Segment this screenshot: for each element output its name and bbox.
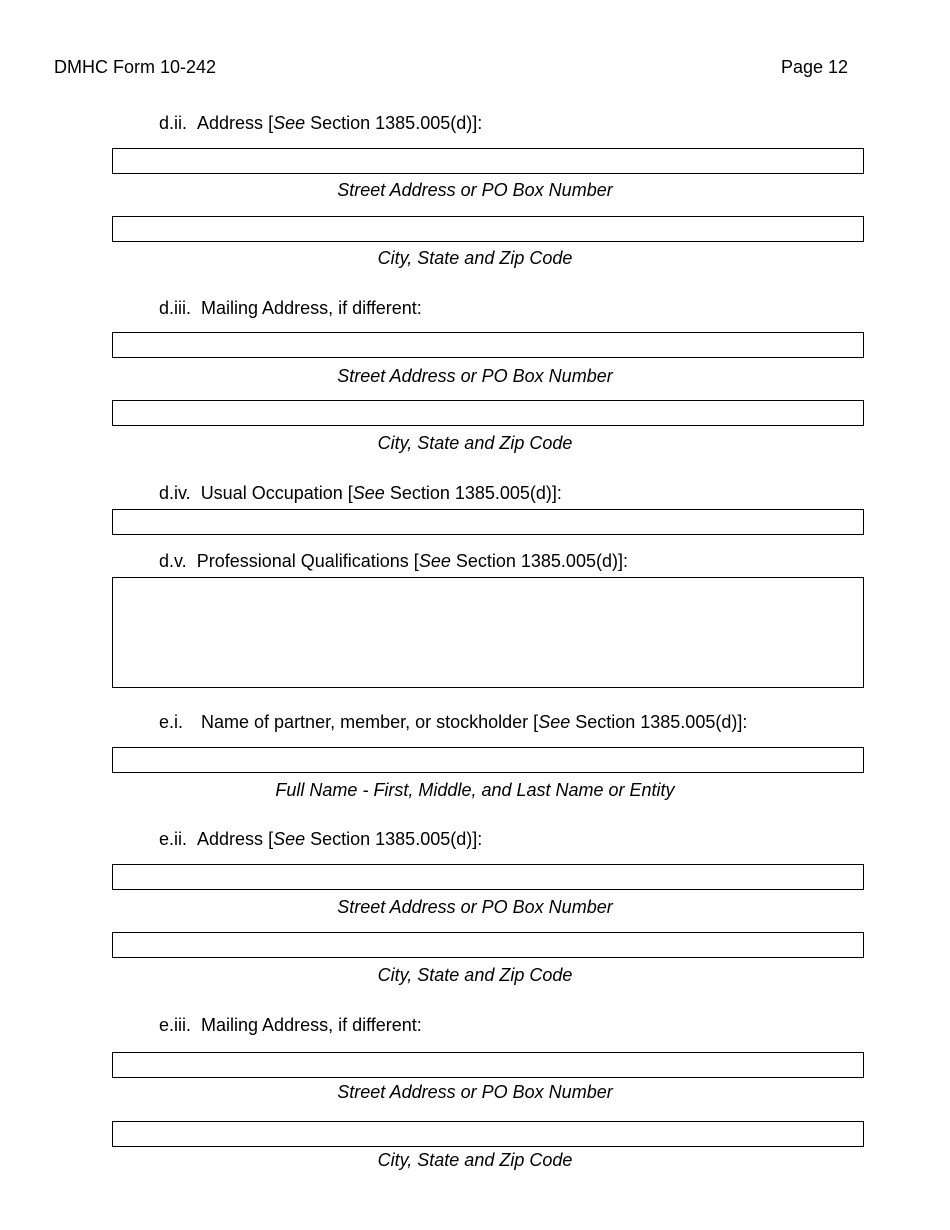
question-d-iii xyxy=(159,297,422,319)
cite-open: [ xyxy=(347,483,353,503)
question-number: d.ii. xyxy=(159,113,188,133)
street-caption: Street Address or PO Box Number xyxy=(337,366,613,386)
city-caption: City, State and Zip Code xyxy=(377,248,573,268)
e-iii-city-field[interactable] xyxy=(112,1121,864,1147)
cite-see: See xyxy=(352,483,385,503)
full-name-caption: Full Name - First, Middle, and Last Name or Entity xyxy=(275,780,675,800)
question-number: d.v. xyxy=(159,551,187,571)
question-label: Address xyxy=(197,113,269,133)
question-label: Mailing Address, if different: xyxy=(201,298,422,318)
cite-open: [ xyxy=(413,551,419,571)
city-caption: City, State and Zip Code xyxy=(377,965,573,985)
cite-open: [ xyxy=(268,829,274,849)
cite-see: See xyxy=(273,829,306,849)
question-label: Name of partner, member, or stockholder xyxy=(201,712,534,732)
cite-see: See xyxy=(273,113,306,133)
street-caption: Street Address or PO Box Number xyxy=(337,897,613,917)
cite-rest: Section 1385.005(d)]: xyxy=(305,829,483,849)
city-caption: City, State and Zip Code xyxy=(377,433,573,453)
form-id: DMHC Form 10-242 xyxy=(54,57,217,77)
cite-rest: Section 1385.005(d)]: xyxy=(305,113,483,133)
question-number: e.ii. xyxy=(159,829,188,849)
d-iii-city-field[interactable] xyxy=(112,400,864,426)
question-number: e.iii. xyxy=(159,1015,192,1035)
question-label: Usual Occupation xyxy=(200,483,348,503)
cite-see: See xyxy=(538,712,571,732)
e-iii-street-field[interactable] xyxy=(112,1052,864,1078)
cite-rest: Section 1385.005(d)]: xyxy=(570,712,748,732)
question-number: d.iv. xyxy=(159,483,191,503)
question-number: d.iii. xyxy=(159,298,192,318)
street-caption: Street Address or PO Box Number xyxy=(337,1082,613,1102)
cite-rest: Section 1385.005(d)]: xyxy=(450,551,628,571)
question-d-v xyxy=(159,550,628,572)
e-ii-street-field[interactable] xyxy=(112,864,864,890)
question-e-iii xyxy=(159,1014,422,1036)
d-iv-occupation-field[interactable] xyxy=(112,509,864,535)
page-number: Page 12 xyxy=(781,57,849,77)
cite-open: [ xyxy=(268,113,274,133)
d-ii-city-field[interactable] xyxy=(112,216,864,242)
question-d-iv xyxy=(159,482,562,504)
question-e-ii xyxy=(159,828,482,850)
city-caption: City, State and Zip Code xyxy=(377,1150,573,1170)
e-ii-city-field[interactable] xyxy=(112,932,864,958)
e-i-name-field[interactable] xyxy=(112,747,864,773)
question-label: Mailing Address, if different: xyxy=(201,1015,422,1035)
question-label: Professional Qualifications xyxy=(196,551,414,571)
d-iii-street-field[interactable] xyxy=(112,332,864,358)
question-d-ii xyxy=(159,112,482,134)
question-number: e.i. xyxy=(159,712,184,732)
street-caption: Street Address or PO Box Number xyxy=(337,180,613,200)
d-ii-street-field[interactable] xyxy=(112,148,864,174)
d-v-qualifications-field[interactable] xyxy=(112,577,864,688)
cite-see: See xyxy=(418,551,451,571)
question-label: Address xyxy=(197,829,269,849)
cite-open: [ xyxy=(533,712,539,732)
cite-rest: Section 1385.005(d)]: xyxy=(384,483,562,503)
question-e-i xyxy=(159,711,747,733)
